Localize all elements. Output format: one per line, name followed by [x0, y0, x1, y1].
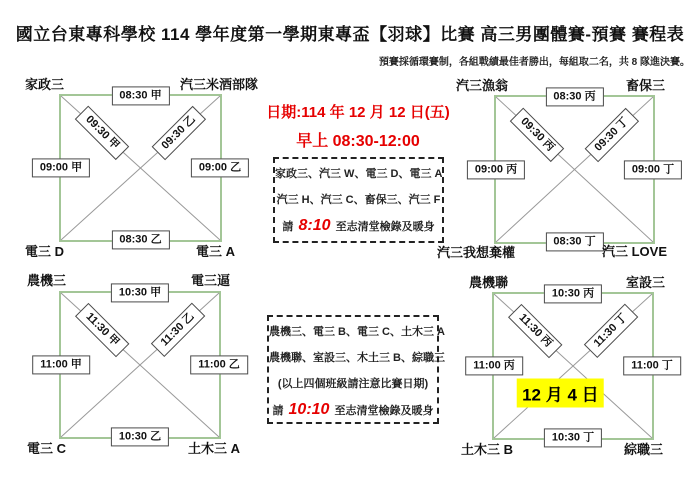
team-label: 汽三我想棄權: [437, 245, 516, 260]
team-label: 土木三 A: [187, 441, 240, 456]
schedule-date: 日期:114 年 12 月 12 日(五): [266, 104, 450, 121]
team-label: 汽三米酒部隊: [179, 77, 258, 92]
bracket-1-square: [39, 89, 242, 246]
note-checkin-time: 10:10: [288, 401, 330, 418]
schedule-header: [248, 101, 468, 151]
note-box-morning: [273, 157, 444, 243]
bracket-2-square: [474, 90, 675, 248]
page-title: 國立台東專科學校 114 學年度第一學期東專盃【羽球】比賽 高三男團體賽-預賽 賽程表: [15, 25, 685, 44]
note-checkin-suffix: 至志清堂檢錄及暖身: [335, 221, 435, 233]
match-time-box: 10:30 丁: [544, 428, 602, 447]
note-checkin-time: 8:10: [298, 217, 331, 234]
match-time-box: 11:30 甲: [75, 303, 129, 357]
match-time-box: 08:30 乙: [111, 230, 169, 249]
match-time-box: 09:00 丙: [467, 160, 525, 179]
note-checkin-suffix: 至志清堂檢錄及暖身: [334, 405, 434, 417]
match-time-box: 11:00 甲: [32, 355, 90, 374]
team-label: 農機三: [27, 273, 67, 288]
match-time-box: 09:00 甲: [32, 158, 90, 177]
note-checkin-prefix: 請: [272, 405, 284, 417]
note-checkin-prefix: 請: [282, 221, 294, 233]
match-time-box: 11:30 丙: [508, 304, 562, 358]
team-label: 汽三 LOVE: [601, 244, 667, 259]
team-label: 電三逼: [190, 273, 230, 288]
match-time-box: 11:00 乙: [190, 355, 248, 374]
team-label: 電三 C: [27, 441, 67, 456]
team-label: 電三 D: [25, 244, 65, 259]
note-teams-line: 家政三、汽三 W、電三 D、電三 A: [275, 168, 443, 180]
match-time-box: 09:30 乙: [151, 106, 206, 161]
bracket-3-square: [40, 286, 240, 443]
match-time-box: 09:30 丙: [509, 107, 564, 162]
team-label: 綜職三: [623, 442, 663, 457]
note-teams-line: 農機聯、室設三、木土三 B、綜職三: [269, 352, 445, 364]
match-time-box: 08:30 甲: [111, 86, 169, 105]
match-time-box: 11:00 丁: [623, 356, 681, 375]
note-warning-line: (以上四個班級請注意比賽日期): [277, 378, 429, 390]
match-time-box: 09:30 甲: [75, 106, 130, 161]
match-time-box: 08:30 丙: [545, 87, 603, 106]
note-teams-line: 汽三 H、汽三 C、畜保三、汽三 F: [276, 194, 441, 206]
match-time-box: 11:00 丙: [465, 356, 523, 375]
team-label: 汽三漁翁: [456, 78, 509, 93]
note-checkin-line: [275, 213, 442, 240]
match-time-box: 11:30 乙: [151, 303, 205, 357]
match-time-box: 09:00 丁: [624, 160, 682, 179]
match-time-box: 09:00 乙: [191, 158, 249, 177]
team-label: 家政三: [25, 77, 65, 92]
highlighted-date: 12 月 4 日: [517, 379, 604, 408]
match-time-box: 10:30 乙: [111, 427, 169, 446]
match-time-box: 11:30 丁: [584, 304, 638, 358]
team-label: 農機聯: [469, 275, 509, 290]
match-time-box: 10:30 甲: [111, 283, 169, 302]
match-time-box: 10:30 丙: [544, 284, 602, 303]
note-teams-line: 農機三、電三 B、電三 C、土木三 A: [269, 326, 445, 338]
team-label: 室設三: [625, 275, 665, 290]
team-label: 電三 A: [195, 244, 235, 259]
bracket-4-square: [473, 287, 673, 444]
note-box-late-morning: [267, 315, 445, 424]
schedule-time: 早上 08:30-12:00: [296, 133, 420, 150]
note-checkin-line: [269, 397, 437, 424]
team-label: 畜保三: [625, 78, 665, 93]
match-time-box: 08:30 丁: [545, 232, 603, 251]
match-time-box: 09:30 丁: [585, 107, 640, 162]
team-label: 土木三 B: [461, 442, 514, 457]
page-subtitle: 預賽採循環賽制，各組戰績最佳者勝出，每組取二名，共 8 隊進決賽。: [378, 57, 690, 68]
